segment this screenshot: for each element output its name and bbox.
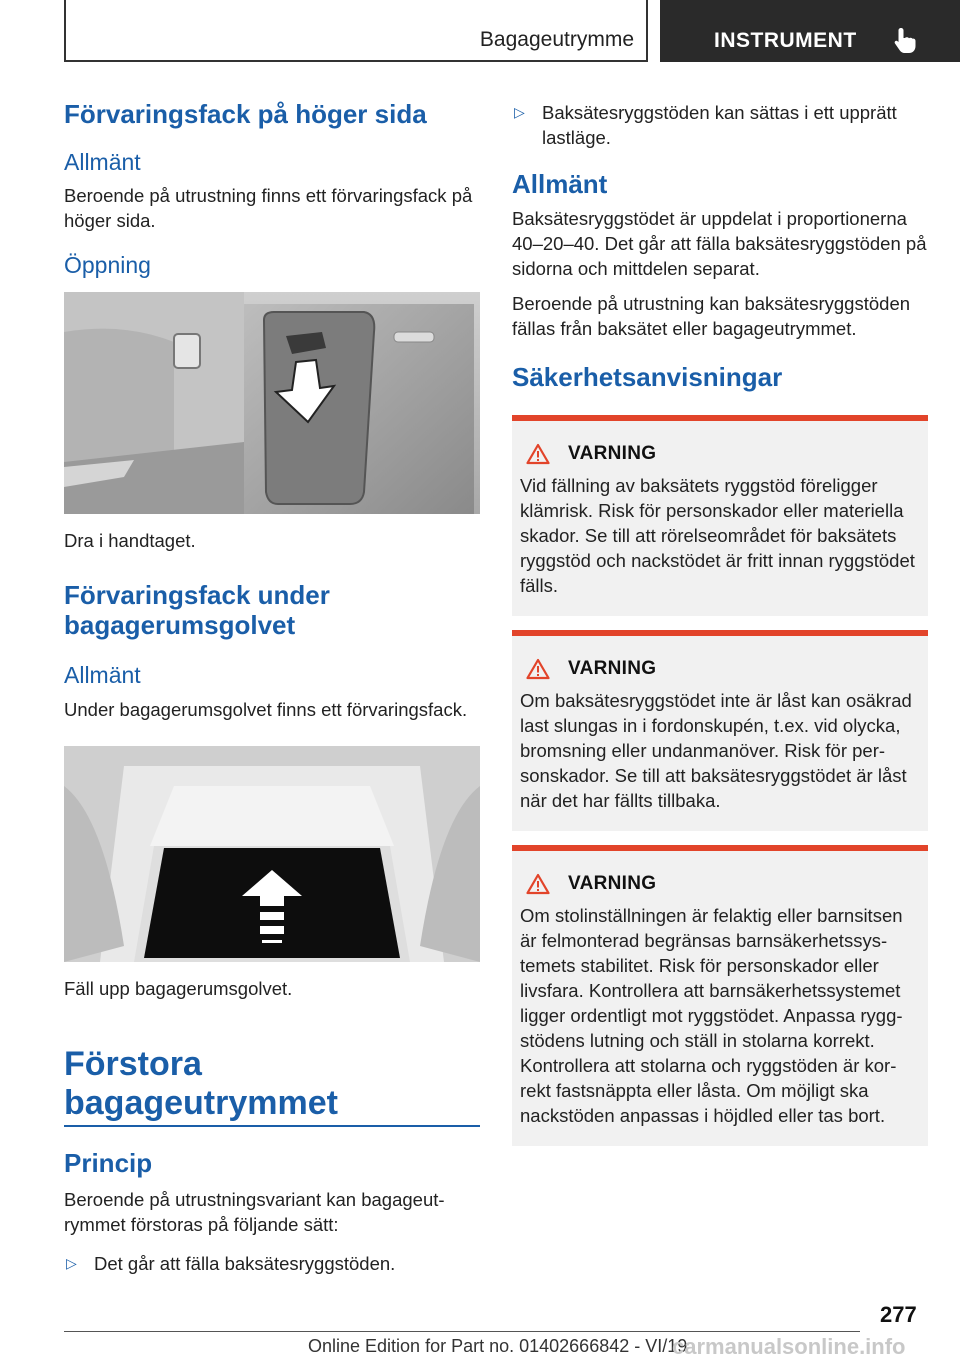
list-item-text: Baksätesryggstöden kan sättas i ett upprätt lastläge. — [542, 102, 897, 148]
right-column — [512, 100, 928, 1160]
left-column — [64, 100, 480, 1288]
photo-luggage-floor — [64, 746, 480, 962]
list-item — [64, 1251, 480, 1276]
triangle-bullet-icon: ▷ — [514, 104, 525, 120]
page-number: 277 — [880, 1302, 917, 1327]
footer-edition: Online Edition for Part no. 01402666842 - VI/19 — [308, 1336, 688, 1356]
list-item-text: Det går att fälla baksätesryggstöden. — [94, 1252, 396, 1274]
chapter-title-enlarge-luggage: Förstora bagageutrymmet — [64, 1044, 338, 1122]
header-section-title: Bagageutrymme — [479, 28, 634, 51]
section-title-right-side-compartment: Förvaringsfack på höger sida — [64, 99, 427, 129]
warning-title: VARNING — [568, 657, 657, 679]
header-section-box — [64, 0, 648, 62]
warning-triangle-icon — [526, 873, 550, 895]
caption-fold-up-floor: Fäll upp bagagerumsgolvet. — [64, 977, 293, 999]
caption-pull-handle: Dra i handtaget. — [64, 530, 196, 552]
bullet-list-left — [64, 1251, 480, 1276]
bullet-list-right — [512, 100, 928, 150]
paragraph-general: Beroende på utrustning finns ett förvaringsfack på höger sida. — [64, 185, 473, 232]
warning-triangle-icon — [526, 443, 550, 465]
paragraph-general-right-1: Baksätesryggstödet är uppdelat i proportionerna 40–20–40. Det går att fälla baksätesryggstöden på sidorna och mittdelen separat. — [512, 207, 927, 279]
warning-text: Vid fällning av baksätets ryggstöd föreligger klämrisk. Risk för personskador eller materiella skador. Se till att rörelseområdet för baksätets ryggstöd och nackstödet är fritt innan ryggstödet fälls. — [520, 474, 915, 596]
warning-title: VARNING — [568, 872, 657, 894]
watermark: carmanualsonline.info — [672, 1334, 906, 1359]
paragraph-general-2: Under bagagerumsgolvet finns ett förvaringsfack. — [64, 698, 468, 720]
pointing-hand-icon — [892, 26, 918, 54]
header-chapter-tab[interactable] — [660, 0, 960, 62]
subheading-opening: Öppning — [64, 252, 151, 279]
warning-box — [512, 845, 928, 1146]
subheading-principle: Princip — [64, 1147, 153, 1178]
photo-side-compartment-handle — [64, 292, 480, 514]
paragraph-principle: Beroende på utrustningsvariant kan bagageutrymmet förstoras på följande sätt: — [64, 1188, 445, 1235]
subheading-safety: Säkerhetsanvisningar — [512, 361, 783, 392]
warning-triangle-icon — [526, 658, 550, 680]
subheading-general-2: Allmänt — [64, 662, 141, 689]
subheading-general: Allmänt — [64, 148, 141, 175]
paragraph-general-right-2: Beroende på utrustning kan baksätesryggstöden fällas från baksätet eller bagageutrymmet. — [512, 292, 911, 339]
warning-title: VARNING — [568, 442, 657, 464]
triangle-bullet-icon: ▷ — [66, 1254, 77, 1271]
warning-box — [512, 415, 928, 616]
list-item — [512, 100, 928, 150]
footer-rule — [64, 1331, 860, 1332]
chapter-title-rule — [64, 1125, 480, 1127]
section-title-under-floor-compartment: Förvaringsfack under bagagerumsgolvet — [64, 580, 330, 641]
warning-box — [512, 630, 928, 831]
header-chapter-title: INSTRUMENT — [714, 29, 857, 52]
warning-text: Om baksätesryggstödet inte är låst kan osäkrad last slungas in i fordonskupén, t.ex. vid olycka, bromsning eller undanmanöver. Risk för personskador. Se till att baksätesryggstödet är låst när det har fällts tillbaka. — [520, 689, 912, 811]
subheading-general-right: Allmänt — [512, 169, 608, 199]
warning-text: Om stolinställningen är felaktig eller barnsitsen är felmonterad begränsas barnsäkerhetssystemets stabilitet. Risk för personskador eller livsfara. Kontrollera att barnsäkerhetssystemet ligger ordentligt mot ryggstödet. Anpassa ryggstödens lutning och ställ in stolarna korrekt. Kontrollera att stolarna och ryggstöden är korrekt fastsnäppta eller låsta. Om möjligt ska nackstöden anpassas i höjdled eller tas bort. — [520, 904, 903, 1126]
